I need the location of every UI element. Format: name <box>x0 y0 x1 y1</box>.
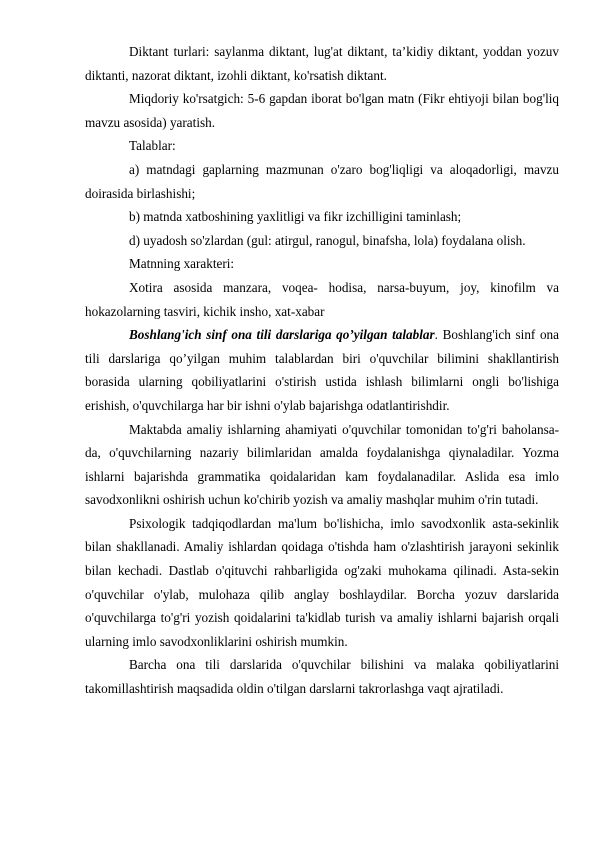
paragraph-requirement-d: d) uyadosh so'zlardan (gul: atirgul, ranogul, binafsha, lola) foydalana olish. <box>129 232 526 248</box>
paragraph-dictation-types: Diktant turlari: saylanma diktant, lug'at diktant, ta’kidiy diktant, yoddan yozuv diktanti, nazorat diktant, izohli diktant, ko'rsatish diktant. <box>85 44 559 83</box>
paragraph-requirement-b: b) matnda xatboshining yaxlitligi va fikr izchilligini taminlash; <box>129 209 462 225</box>
paragraph-text-character-heading: Matnning xarakteri: <box>129 256 235 272</box>
paragraph-requirements-heading: Talablar: <box>129 138 176 154</box>
paragraph-quantity-indicator: Miqdoriy ko'rsatgich: 5-6 gapdan iborat bo'lgan matn (Fikr ehtiyoji bilan bog'liq mavzu asosida) yaratish. <box>85 91 559 130</box>
paragraph-practical-work: Maktabda amaliy ishlarning ahamiyati o'quvchilar tomonidan to'g'ri baholansa-da, o'quvchilarning nazariy bilimlaridan amalda foydalanishga qiynaladilar. Yozma ishlarni bajarishda grammatika qoidalaridan kam foydalanadilar. Aslida esa imlo savodxonlikni oshirish uchun ko'chirib yozish va amaliy mashqlar muhim o'rin tutadi. <box>85 421 559 508</box>
document-page <box>85 40 559 701</box>
primary-requirements-body: . Boshlang'ich sinf ona tili darslariga qo’yilgan muhim talablardan biri o'quvchilar bilimini shakllantirish borasida ularning qobiliyatlarini o'stirish ustida ishlash bilimlarni ongli bo'lishiga erishish, o'quvchilarga har bir ishni o'ylab bajarishga odatlantirishdir. <box>85 327 559 413</box>
primary-requirements-lead: Boshlang'ich sinf ona tili darslariga qo’yilgan talablar <box>129 327 435 343</box>
paragraph-all-lessons: Barcha ona tili darslarida o'quvchilar bilishini va malaka qobiliyatlarini takomillashtirish maqsadida oldin o'tilgan darslarni takrorlashga vaqt ajratiladi. <box>85 657 559 697</box>
paragraph-requirement-a: a) matndagi gaplarning mazmunan o'zaro bog'liqligi va aloqadorligi, mavzu doirasida birlashishi; <box>85 161 559 201</box>
paragraph-psychological-research: Psixologik tadqiqodlardan ma'lum bo'lishicha, imlo savodxonlik asta-sekinlik bilan shakllanadi. Amaliy ishlardan qoidaga o'tishda ham o'zlashtirish jarayoni sekinlik bilan kechadi. Dastlab o'qituvchi rahbarligida og'zaki muhokama qilinadi. Asta-sekin o'quvchilar o'ylab, mulohaza qilib anglay boshlaydilar. Borcha yozuv darslarida o'quvchilarga to'g'ri yozish qoidalarini ta'kidlab turish va amaliy ishlarni bajarish orqali ularning imlo savodxonliklarini oshirish mumkin. <box>85 515 559 649</box>
paragraph-memory-description: Xotira asosida manzara, voqea- hodisa, narsa-buyum, joy, kinofilm va hokazolarning tasviri, kichik insho, xat-xabar <box>85 279 559 319</box>
paragraph-primary-requirements <box>85 323 559 417</box>
